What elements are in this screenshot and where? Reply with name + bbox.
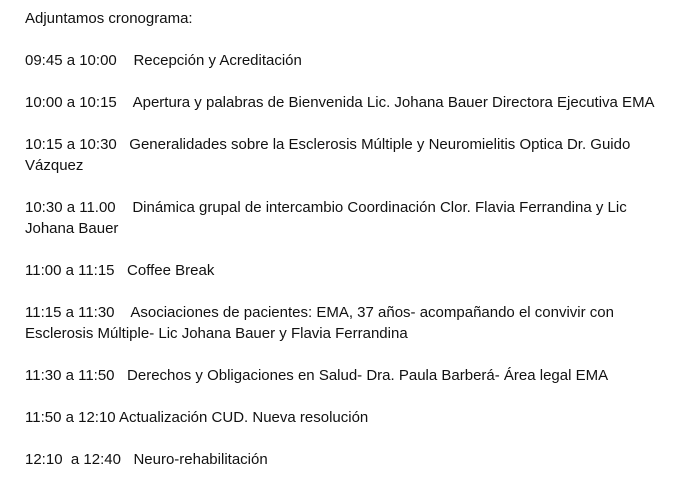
- schedule-item-4: [25, 197, 680, 239]
- schedule-description: Actualización CUD. Nueva resolución: [118, 409, 369, 426]
- schedule-description: Apertura y palabras de Bienvenida Lic. Johana Bauer Directora Ejecutiva EMA: [132, 94, 655, 111]
- schedule-description: Derechos y Obligaciones en Salud- Dra. Paula Barberá- Área legal EMA: [127, 367, 609, 384]
- schedule-time: 09:45 a 10:00: [25, 52, 117, 69]
- schedule-item-7: [25, 365, 680, 386]
- schedule-time: 11:50 a 12:10: [25, 409, 116, 426]
- schedule-gap: [117, 52, 134, 69]
- schedule-description: Coffee Break: [127, 262, 215, 279]
- schedule-gap: [121, 451, 134, 468]
- schedule-item-5: [25, 260, 680, 281]
- schedule-time: 10:15 a 10:30: [25, 136, 117, 153]
- schedule-description: Dinámica grupal de intercambio Coordinación Clor. Flavia Ferrandina y Lic Johana Bauer: [25, 199, 627, 237]
- schedule-gap: [117, 94, 133, 111]
- schedule-description: Generalidades sobre la Esclerosis Múltiple y Neuromielitis Optica Dr. Guido Vázquez: [25, 136, 631, 174]
- schedule-time: 11:15 a 11:30: [25, 304, 115, 321]
- intro-text: Adjuntamos cronograma:: [25, 10, 193, 27]
- schedule-item-6: [25, 302, 680, 344]
- schedule-description: Neuro-rehabilitación: [133, 451, 268, 468]
- schedule-time: 11:30 a 11:50: [25, 367, 115, 384]
- schedule-gap: [115, 262, 128, 279]
- schedule-item-3: [25, 134, 680, 176]
- schedule-time: 10:00 a 10:15: [25, 94, 117, 111]
- schedule-gap: [115, 304, 131, 321]
- schedule-item-8: [25, 407, 680, 428]
- schedule-description: Recepción y Acreditación: [133, 52, 302, 69]
- schedule-gap: [115, 367, 128, 384]
- schedule-item-9: [25, 449, 680, 470]
- schedule-item-2: [25, 92, 680, 113]
- schedule-time: 10:30 a 11.00: [25, 199, 116, 216]
- schedule-description: Asociaciones de pacientes: EMA, 37 años- acompañando el convivir con Esclerosis Múltiple- Lic Johana Bauer y Flavia Ferrandina: [25, 304, 614, 342]
- schedule-time: 12:10 a 12:40: [25, 451, 121, 468]
- schedule-gap: [116, 199, 133, 216]
- schedule-gap: [117, 136, 130, 153]
- schedule-time: 11:00 a 11:15: [25, 262, 115, 279]
- schedule-item-1: [25, 50, 680, 71]
